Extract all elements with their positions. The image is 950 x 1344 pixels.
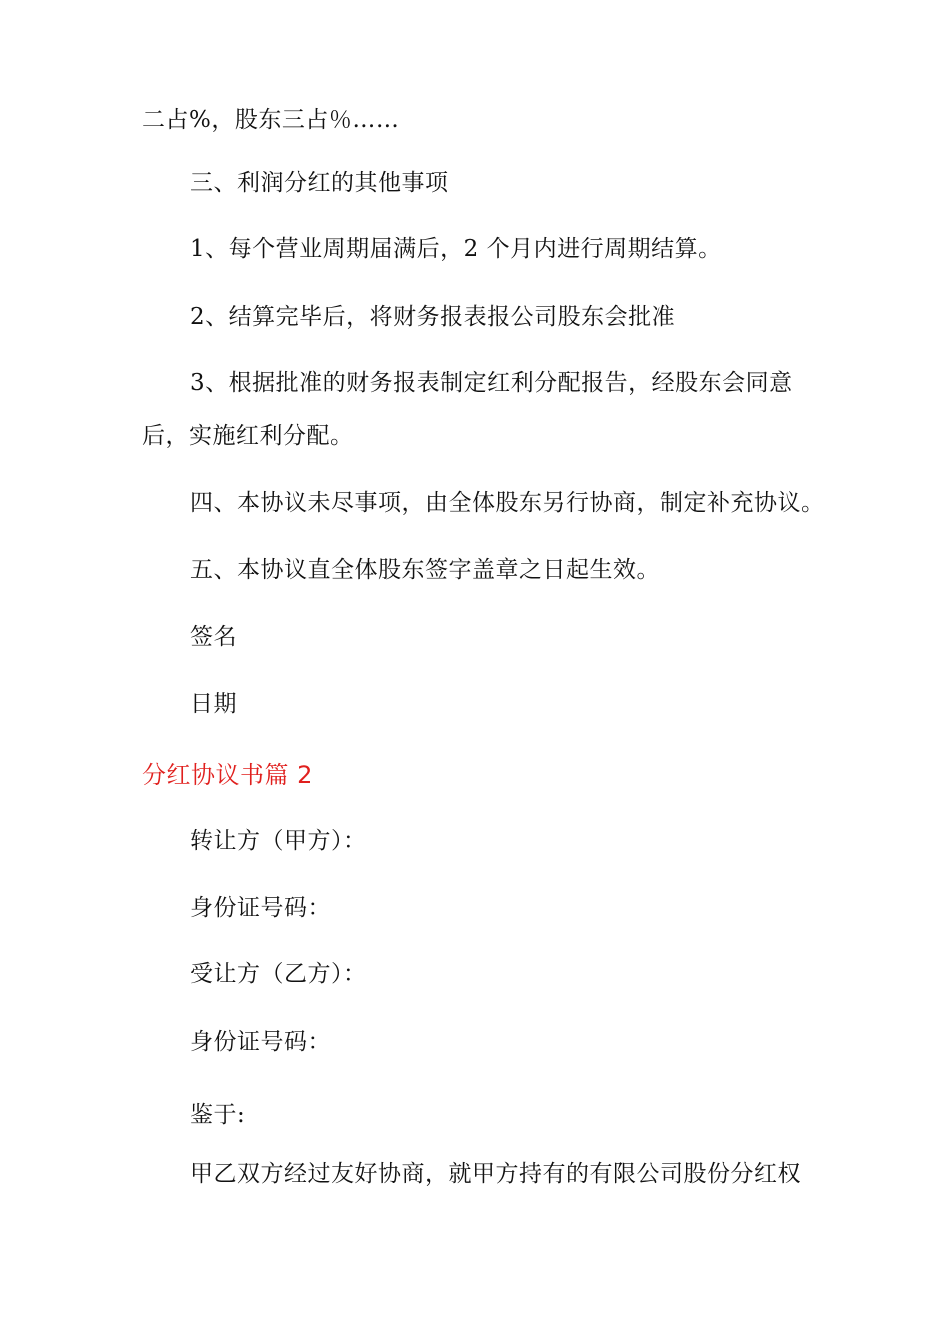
- text-line-id-number-1: 身份证号码：: [190, 895, 331, 921]
- text-line-item-2: 2、结算完毕后，将财务报表报公司股东会批准: [190, 304, 676, 330]
- text-line-whereas: 鉴于:: [190, 1102, 246, 1128]
- text-line-section-three: 三、利润分红的其他事项: [190, 170, 449, 196]
- text-line-agreement-intro: 甲乙双方经过友好协商，就甲方持有的有限公司股份分红权: [190, 1161, 801, 1187]
- text-line-section-four: 四、本协议未尽事项，由全体股东另行协商，制定补充协议。: [190, 490, 825, 516]
- text-line-continuation: 二占%，股东三占％……: [142, 107, 400, 133]
- text-line-transferor: 转让方（甲方）：: [190, 828, 367, 854]
- text-line-signature: 签名: [190, 624, 237, 650]
- text-line-item-3-cont: 后，实施红利分配。: [142, 423, 354, 449]
- text-line-id-number-2: 身份证号码：: [190, 1029, 331, 1055]
- text-line-transferee: 受让方（乙方）：: [190, 961, 367, 987]
- text-line-item-1: 1、每个营业周期届满后，2 个月内进行周期结算。: [190, 236, 722, 262]
- text-line-item-3: 3、根据批准的财务报表制定红利分配报告，经股东会同意: [190, 370, 793, 396]
- text-line-date: 日期: [190, 691, 237, 717]
- section-heading: 分红协议书篇 2: [142, 761, 313, 789]
- text-line-section-five: 五、本协议直全体股东签字盖章之日起生效。: [190, 557, 660, 583]
